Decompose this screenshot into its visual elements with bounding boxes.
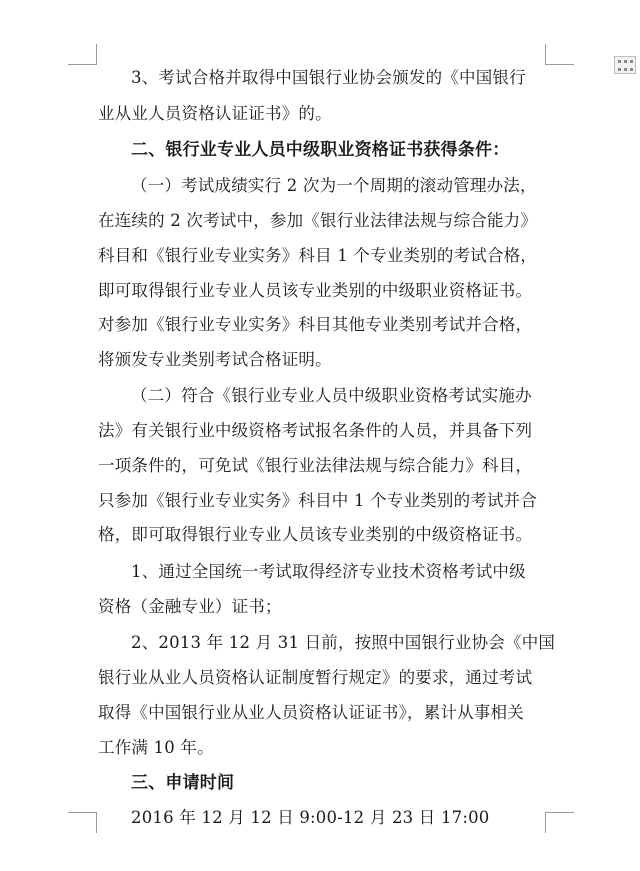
crop-mark-top-right (545, 44, 574, 65)
paragraph-line: 2016 年 12 月 12 日 9:00-12 月 23 日 17:00 (131, 808, 490, 827)
crop-mark-bottom-left (68, 812, 97, 833)
paragraph-line: 即可取得银行业专业人员该专业类别的中级职业资格证书。 (98, 281, 533, 300)
paragraph-line: 资格（金融专业）证书； (98, 597, 282, 616)
paragraph-line: 2、2013 年 12 月 31 日前，按照中国银行业协会《中国 (131, 633, 556, 652)
section-heading: 三、申请时间 (131, 773, 235, 793)
paragraph-line: 对参加《银行业专业实务》科目其他专业类别考试并合格， (98, 315, 533, 334)
paragraph-line: 在连续的 2 次考试中，参加《银行业法律法规与综合能力》 (98, 211, 538, 230)
paragraph-line: 1、通过全国统一考试取得经济专业技术资格考试中级 (131, 562, 526, 581)
crop-mark-top-left (68, 44, 97, 65)
paragraph-line: （一）考试成绩实行 2 次为一个周期的滚动管理办法， (131, 176, 537, 195)
paragraph-line: 3、考试合格并取得中国银行业协会颁发的《中国银行 (131, 68, 526, 87)
paragraph-line: 只参加《银行业专业实务》科目中 1 个专业类别的考试并合 (98, 491, 538, 510)
paragraph-line: 格，即可取得银行业专业人员该专业类别的中级资格证书。 (98, 525, 533, 544)
paragraph-line: 取得《中国银行业从业人员资格认证证书》，累计从事相关 (98, 703, 524, 722)
paragraph-line: （二）符合《银行业专业人员中级职业资格考试实施办 (131, 386, 532, 405)
layout-options-icon[interactable] (614, 56, 636, 74)
paragraph-line: 将颁发专业类别考试合格证明。 (98, 350, 332, 369)
paragraph-line: 法》有关银行业中级资格考试报名条件的人员，并具备下列 (98, 421, 533, 440)
paragraph-line: 工作满 10 年。 (98, 738, 214, 757)
paragraph-line: 科目和《银行业专业实务》科目 1 个专业类别的考试合格， (98, 246, 538, 265)
section-heading: 二、银行业专业人员中级职业资格证书获得条件： (131, 140, 510, 160)
paragraph-line: 业从业人员资格认证证书》的。 (98, 104, 332, 123)
paragraph-line: 银行业从业人员资格认证制度暂行规定》的要求，通过考试 (98, 668, 533, 687)
paragraph-line: 一项条件的，可免试《银行业法律法规与综合能力》科目， (98, 456, 533, 475)
